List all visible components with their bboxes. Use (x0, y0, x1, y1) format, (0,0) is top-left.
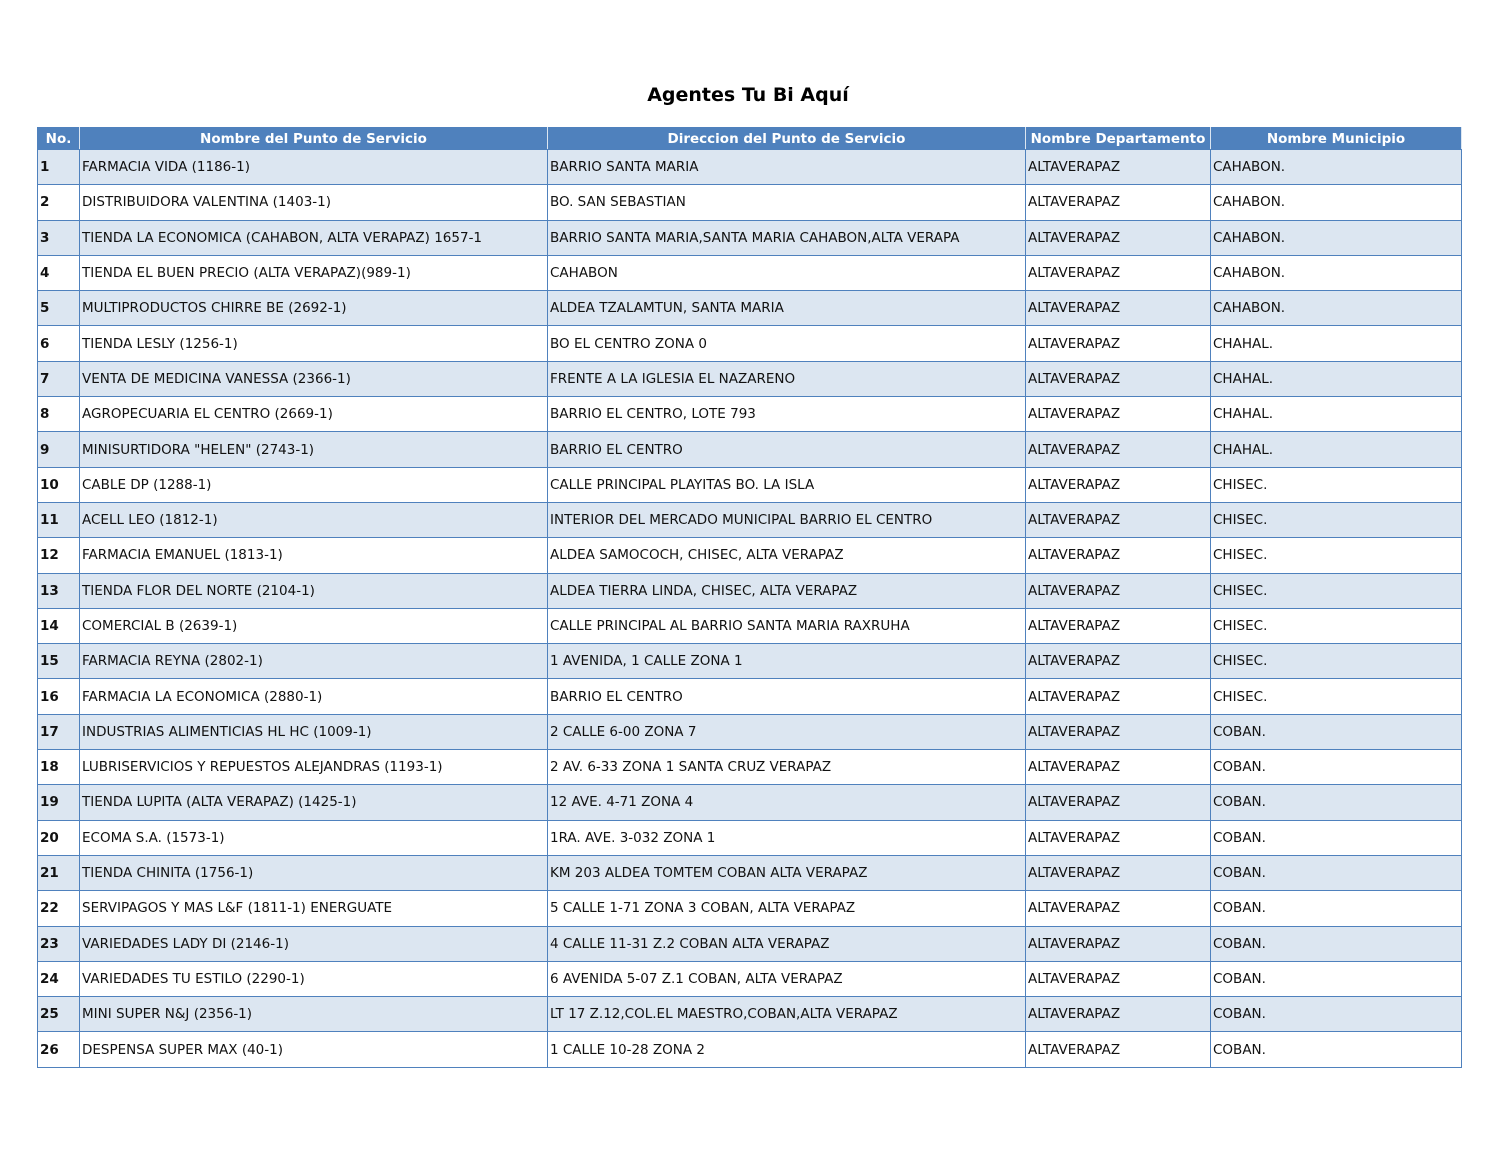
cell-name: AGROPECUARIA EL CENTRO (2669-1) (80, 397, 548, 432)
table-row (38, 361, 1462, 396)
cell-address: CAHABON (548, 255, 1026, 290)
cell-department: ALTAVERAPAZ (1026, 573, 1211, 608)
agents-table (37, 127, 1462, 1068)
cell-department: ALTAVERAPAZ (1026, 926, 1211, 961)
cell-address: 1 AVENIDA, 1 CALLE ZONA 1 (548, 644, 1026, 679)
cell-address: 12 AVE. 4-71 ZONA 4 (548, 785, 1026, 820)
cell-municipality: COBAN. (1211, 997, 1462, 1032)
table-body (38, 150, 1462, 1068)
cell-department: ALTAVERAPAZ (1026, 326, 1211, 361)
cell-municipality: COBAN. (1211, 820, 1462, 855)
cell-municipality: CHISEC. (1211, 502, 1462, 537)
cell-address: 2 AV. 6-33 ZONA 1 SANTA CRUZ VERAPAZ (548, 750, 1026, 785)
cell-municipality: CHAHAL. (1211, 432, 1462, 467)
column-header-department: Nombre Departamento (1026, 128, 1211, 150)
column-header-municipality: Nombre Municipio (1211, 128, 1462, 150)
cell-department: ALTAVERAPAZ (1026, 220, 1211, 255)
cell-no: 20 (38, 820, 80, 855)
cell-name: MINI SUPER N&J (2356-1) (80, 997, 548, 1032)
table-row (38, 185, 1462, 220)
cell-no: 11 (38, 502, 80, 537)
cell-address: KM 203 ALDEA TOMTEM COBAN ALTA VERAPAZ (548, 855, 1026, 890)
column-header-name: Nombre del Punto de Servicio (80, 128, 548, 150)
cell-municipality: CHISEC. (1211, 467, 1462, 502)
cell-name: CABLE DP (1288-1) (80, 467, 548, 502)
cell-municipality: CHAHAL. (1211, 326, 1462, 361)
cell-no: 22 (38, 891, 80, 926)
cell-name: FARMACIA LA ECONOMICA (2880-1) (80, 679, 548, 714)
cell-department: ALTAVERAPAZ (1026, 502, 1211, 537)
table-header-row (38, 128, 1462, 150)
cell-municipality: CHISEC. (1211, 538, 1462, 573)
cell-department: ALTAVERAPAZ (1026, 538, 1211, 573)
cell-municipality: CHAHAL. (1211, 361, 1462, 396)
cell-no: 12 (38, 538, 80, 573)
cell-department: ALTAVERAPAZ (1026, 255, 1211, 290)
cell-municipality: COBAN. (1211, 926, 1462, 961)
cell-no: 21 (38, 855, 80, 890)
cell-name: TIENDA LA ECONOMICA (CAHABON, ALTA VERAPAZ) 1657-1 (80, 220, 548, 255)
cell-department: ALTAVERAPAZ (1026, 361, 1211, 396)
cell-name: SERVIPAGOS Y MAS L&F (1811-1) ENERGUATE (80, 891, 548, 926)
cell-address: BO. SAN SEBASTIAN (548, 185, 1026, 220)
table-row (38, 644, 1462, 679)
table-row (38, 608, 1462, 643)
cell-department: ALTAVERAPAZ (1026, 679, 1211, 714)
table-row (38, 220, 1462, 255)
cell-no: 25 (38, 997, 80, 1032)
table-row (38, 397, 1462, 432)
cell-name: VARIEDADES LADY DI (2146-1) (80, 926, 548, 961)
cell-name: VENTA DE MEDICINA VANESSA (2366-1) (80, 361, 548, 396)
cell-no: 7 (38, 361, 80, 396)
table-row (38, 502, 1462, 537)
table-row (38, 538, 1462, 573)
cell-name: DISTRIBUIDORA VALENTINA (1403-1) (80, 185, 548, 220)
cell-name: ACELL LEO (1812-1) (80, 502, 548, 537)
cell-address: FRENTE A LA IGLESIA EL NAZARENO (548, 361, 1026, 396)
cell-municipality: COBAN. (1211, 855, 1462, 890)
cell-name: TIENDA CHINITA (1756-1) (80, 855, 548, 890)
cell-department: ALTAVERAPAZ (1026, 150, 1211, 185)
cell-no: 24 (38, 961, 80, 996)
cell-no: 17 (38, 714, 80, 749)
cell-municipality: COBAN. (1211, 961, 1462, 996)
cell-department: ALTAVERAPAZ (1026, 785, 1211, 820)
cell-department: ALTAVERAPAZ (1026, 185, 1211, 220)
cell-department: ALTAVERAPAZ (1026, 820, 1211, 855)
cell-no: 18 (38, 750, 80, 785)
cell-address: BARRIO SANTA MARIA (548, 150, 1026, 185)
cell-name: COMERCIAL B (2639-1) (80, 608, 548, 643)
cell-no: 26 (38, 1032, 80, 1067)
cell-name: INDUSTRIAS ALIMENTICIAS HL HC (1009-1) (80, 714, 548, 749)
cell-department: ALTAVERAPAZ (1026, 644, 1211, 679)
cell-department: ALTAVERAPAZ (1026, 608, 1211, 643)
table-row (38, 855, 1462, 890)
cell-department: ALTAVERAPAZ (1026, 891, 1211, 926)
cell-municipality: COBAN. (1211, 750, 1462, 785)
cell-department: ALTAVERAPAZ (1026, 291, 1211, 326)
cell-municipality: CAHABON. (1211, 185, 1462, 220)
cell-address: INTERIOR DEL MERCADO MUNICIPAL BARRIO EL CENTRO (548, 502, 1026, 537)
cell-name: VARIEDADES TU ESTILO (2290-1) (80, 961, 548, 996)
cell-municipality: COBAN. (1211, 1032, 1462, 1067)
cell-department: ALTAVERAPAZ (1026, 1032, 1211, 1067)
cell-municipality: CAHABON. (1211, 291, 1462, 326)
table-row (38, 714, 1462, 749)
cell-municipality: CHAHAL. (1211, 397, 1462, 432)
cell-name: TIENDA LESLY (1256-1) (80, 326, 548, 361)
cell-no: 15 (38, 644, 80, 679)
cell-address: 1RA. AVE. 3-032 ZONA 1 (548, 820, 1026, 855)
cell-no: 8 (38, 397, 80, 432)
cell-municipality: CAHABON. (1211, 220, 1462, 255)
table-row (38, 997, 1462, 1032)
cell-address: LT 17 Z.12,COL.EL MAESTRO,COBAN,ALTA VERAPAZ (548, 997, 1026, 1032)
cell-department: ALTAVERAPAZ (1026, 997, 1211, 1032)
table-row (38, 926, 1462, 961)
table-row (38, 891, 1462, 926)
cell-name: FARMACIA EMANUEL (1813-1) (80, 538, 548, 573)
cell-name: ECOMA S.A. (1573-1) (80, 820, 548, 855)
table-row (38, 961, 1462, 996)
cell-no: 6 (38, 326, 80, 361)
cell-address: 1 CALLE 10-28 ZONA 2 (548, 1032, 1026, 1067)
cell-municipality: CAHABON. (1211, 255, 1462, 290)
table-row (38, 255, 1462, 290)
cell-no: 5 (38, 291, 80, 326)
cell-name: TIENDA FLOR DEL NORTE (2104-1) (80, 573, 548, 608)
cell-department: ALTAVERAPAZ (1026, 961, 1211, 996)
cell-no: 4 (38, 255, 80, 290)
cell-name: DESPENSA SUPER MAX (40-1) (80, 1032, 548, 1067)
cell-no: 14 (38, 608, 80, 643)
cell-address: 4 CALLE 11-31 Z.2 COBAN ALTA VERAPAZ (548, 926, 1026, 961)
cell-no: 2 (38, 185, 80, 220)
table-row (38, 750, 1462, 785)
page-title: Agentes Tu Bi Aquí (647, 84, 849, 106)
cell-no: 1 (38, 150, 80, 185)
cell-address: BARRIO EL CENTRO (548, 679, 1026, 714)
cell-no: 19 (38, 785, 80, 820)
cell-name: MINISURTIDORA "HELEN" (2743-1) (80, 432, 548, 467)
cell-municipality: CAHABON. (1211, 150, 1462, 185)
cell-no: 3 (38, 220, 80, 255)
cell-address: CALLE PRINCIPAL PLAYITAS BO. LA ISLA (548, 467, 1026, 502)
cell-address: ALDEA TIERRA LINDA, CHISEC, ALTA VERAPAZ (548, 573, 1026, 608)
table-row (38, 150, 1462, 185)
cell-department: ALTAVERAPAZ (1026, 855, 1211, 890)
cell-address: ALDEA TZALAMTUN, SANTA MARIA (548, 291, 1026, 326)
table-row (38, 573, 1462, 608)
cell-no: 10 (38, 467, 80, 502)
table-row (38, 1032, 1462, 1067)
table-row (38, 326, 1462, 361)
cell-municipality: CHISEC. (1211, 679, 1462, 714)
cell-department: ALTAVERAPAZ (1026, 714, 1211, 749)
table-row (38, 432, 1462, 467)
cell-address: BARRIO EL CENTRO, LOTE 793 (548, 397, 1026, 432)
cell-municipality: CHISEC. (1211, 573, 1462, 608)
cell-name: FARMACIA VIDA (1186-1) (80, 150, 548, 185)
cell-municipality: COBAN. (1211, 714, 1462, 749)
cell-name: TIENDA LUPITA (ALTA VERAPAZ) (1425-1) (80, 785, 548, 820)
cell-no: 16 (38, 679, 80, 714)
cell-address: BARRIO EL CENTRO (548, 432, 1026, 467)
cell-department: ALTAVERAPAZ (1026, 750, 1211, 785)
cell-name: TIENDA EL BUEN PRECIO (ALTA VERAPAZ)(989-1) (80, 255, 548, 290)
cell-name: FARMACIA REYNA (2802-1) (80, 644, 548, 679)
cell-address: ALDEA SAMOCOCH, CHISEC, ALTA VERAPAZ (548, 538, 1026, 573)
cell-address: 6 AVENIDA 5-07 Z.1 COBAN, ALTA VERAPAZ (548, 961, 1026, 996)
table-row (38, 820, 1462, 855)
cell-municipality: COBAN. (1211, 891, 1462, 926)
cell-no: 23 (38, 926, 80, 961)
cell-municipality: CHISEC. (1211, 608, 1462, 643)
column-header-no: No. (38, 128, 80, 150)
cell-no: 9 (38, 432, 80, 467)
table-row (38, 785, 1462, 820)
cell-department: ALTAVERAPAZ (1026, 467, 1211, 502)
cell-department: ALTAVERAPAZ (1026, 397, 1211, 432)
column-header-address: Direccion del Punto de Servicio (548, 128, 1026, 150)
table-row (38, 467, 1462, 502)
cell-department: ALTAVERAPAZ (1026, 432, 1211, 467)
cell-municipality: CHISEC. (1211, 644, 1462, 679)
cell-address: BARRIO SANTA MARIA,SANTA MARIA CAHABON,ALTA VERAPA (548, 220, 1026, 255)
cell-address: BO EL CENTRO ZONA 0 (548, 326, 1026, 361)
cell-name: MULTIPRODUCTOS CHIRRE BE (2692-1) (80, 291, 548, 326)
cell-address: 5 CALLE 1-71 ZONA 3 COBAN, ALTA VERAPAZ (548, 891, 1026, 926)
table-row (38, 291, 1462, 326)
cell-address: CALLE PRINCIPAL AL BARRIO SANTA MARIA RAXRUHA (548, 608, 1026, 643)
cell-no: 13 (38, 573, 80, 608)
table-row (38, 679, 1462, 714)
cell-municipality: COBAN. (1211, 785, 1462, 820)
cell-address: 2 CALLE 6-00 ZONA 7 (548, 714, 1026, 749)
cell-name: LUBRISERVICIOS Y REPUESTOS ALEJANDRAS (1193-1) (80, 750, 548, 785)
